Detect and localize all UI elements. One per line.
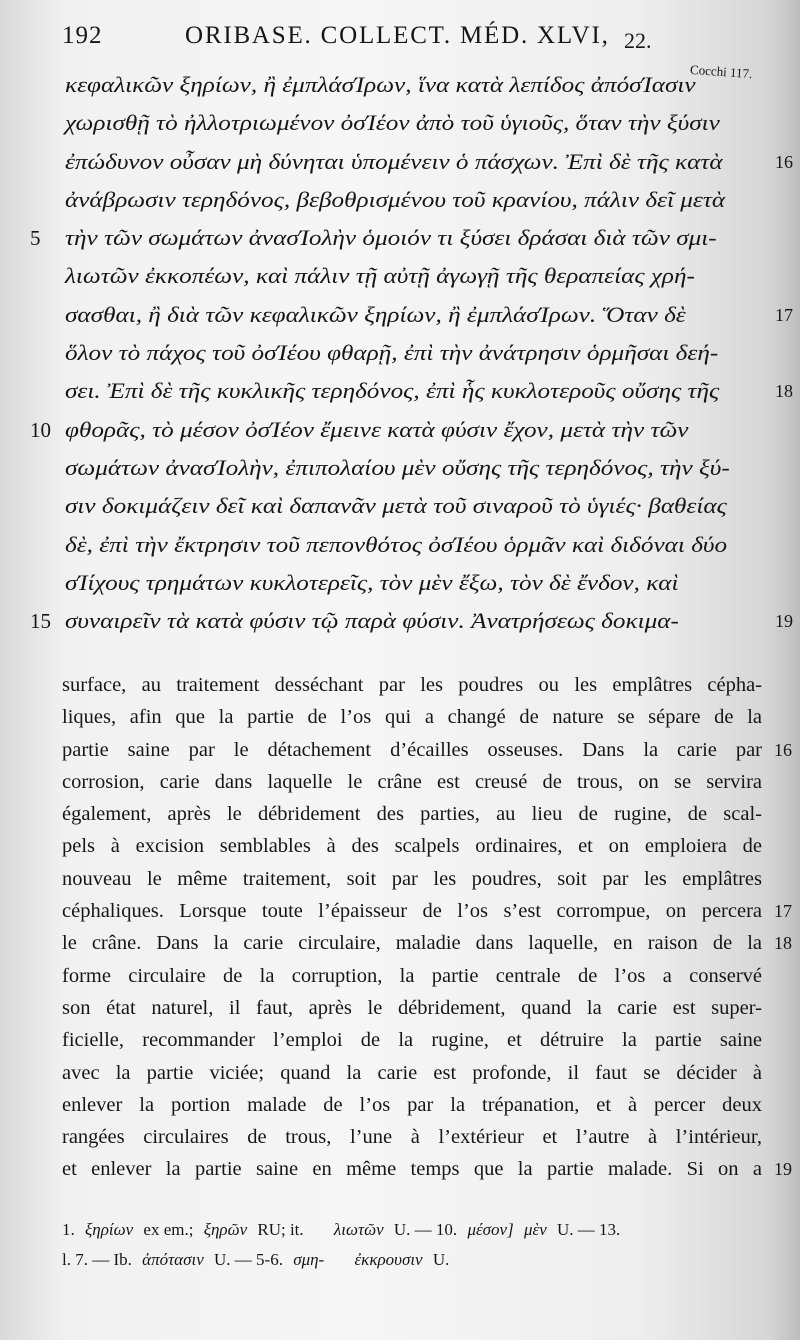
footnote-text: U. — 5-6. — [214, 1250, 283, 1269]
greek-line-text: σωμάτων ἀνασΊολὴν, ἐπιπολαίου μὲν οὔσης τῆς τερηδόνος, τὴν ξύ- — [65, 454, 730, 480]
french-line — [62, 798, 762, 830]
greek-line — [65, 372, 793, 410]
french-line-text: également, après le débridement des parties, au lieu de rugine, de scal- — [62, 803, 762, 826]
french-line-text: et enlever la partie saine en même temps que la partie malade. Si on a — [62, 1158, 762, 1181]
footnote-text: l. 7. — Ib. — [62, 1250, 132, 1269]
greek-line — [65, 104, 760, 142]
french-line — [62, 1024, 762, 1056]
greek-line — [30, 411, 760, 449]
french-line-text: liques, afin que la partie de l’os qui a changé de nature se sépare de la — [62, 706, 762, 729]
french-line — [62, 766, 762, 798]
french-line — [62, 830, 762, 862]
greek-line — [30, 219, 760, 257]
french-translation-block — [62, 669, 792, 1186]
footnote-line — [62, 1245, 762, 1275]
french-line-text: avec la partie viciée; quand la carie est profonde, il faut se décider à — [62, 1061, 762, 1084]
greek-line-text: τὴν τῶν σωμάτων ἀνασΊολὴν ὁμοιόν τι ξύσει δράσαι διὰ τῶν σμι- — [65, 225, 717, 251]
footnotes — [62, 1215, 762, 1275]
page-number: 192 — [62, 22, 103, 49]
french-line — [62, 895, 792, 927]
greek-line-text: ἀνάβρωσιν τερηδόνος, βεβοθρισμένου τοῦ κρανίου, πάλιν δεῖ μετὰ — [65, 186, 726, 212]
line-number: 5 — [30, 226, 41, 251]
french-line-text: nouveau le même traitement, soit par les poudres, soit par les emplâtres — [62, 867, 762, 890]
margin-section-number: 18 — [775, 381, 793, 402]
running-header — [0, 22, 800, 62]
footnote-greek: μὲν — [523, 1220, 547, 1239]
margin-section-number: 16 — [774, 739, 792, 760]
greek-text-block — [30, 66, 793, 640]
chapter-number: 22. — [624, 28, 652, 53]
edition-reference: Cocchi 117. — [689, 61, 753, 82]
footnote-greek: ξηρίων — [85, 1220, 134, 1239]
footnote-text: RU; it. — [257, 1220, 304, 1239]
french-line-text: partie saine par le détachement d’écailles osseuses. Dans la carie par — [62, 738, 762, 761]
greek-line — [30, 602, 793, 640]
footnote-greek: ἐκκρουσιν — [354, 1250, 423, 1269]
greek-line-text: σΊίχους τρημάτων κυκλοτερεῖς, τὸν μὲν ἔξω, τὸν δὲ ἔνδον, καὶ — [65, 569, 679, 595]
margin-section-number: 16 — [775, 151, 793, 172]
french-line-text: céphaliques. Lorsque toute l’épaisseur de l’os s’est corrompue, on percera — [62, 900, 762, 923]
french-line — [62, 960, 762, 992]
margin-section-number: 19 — [775, 611, 793, 632]
line-number: 15 — [30, 609, 51, 634]
french-line-text: surface, au traitement desséchant par les poudres ou les emplâtres cépha- — [62, 674, 762, 696]
running-title: ORIBASE. COLLECT. MÉD. XLVI, — [185, 22, 610, 49]
greek-line — [65, 334, 760, 372]
greek-line-text: σασθαι, ἢ διὰ τῶν κεφαλικῶν ξηρίων, ἢ ἐμπλάσΊρων. Ὅταν δὲ — [65, 301, 686, 327]
greek-line-text: φθορᾶς, τὸ μέσον ὀσΊέον ἔμεινε κατὰ φύσιν ἔχον, μετὰ τὴν τῶν — [65, 416, 689, 442]
greek-line — [65, 143, 793, 181]
french-line — [62, 1121, 762, 1153]
greek-line-text: λιωτῶν ἐκκοπέων, καὶ πάλιν τῇ αὐτῇ ἀγωγῇ τῆς θεραπείας χρή- — [65, 263, 695, 289]
footnote-greek: μέσον] — [467, 1220, 514, 1239]
greek-line — [65, 66, 760, 104]
french-line — [62, 863, 762, 895]
french-line-text: pels à excision semblables à des scalpels ordinaires, et on emploiera de — [62, 835, 762, 858]
footnote-text: U. — 10. — [393, 1220, 458, 1239]
greek-line-text: χωρισθῇ τὸ ἠλλοτριωμένον ὀσΊέον ἀπὸ τοῦ ὑγιοῦς, ὅταν τὴν ξύσιν — [65, 110, 720, 136]
footnote-text: U. — [432, 1250, 450, 1269]
greek-line — [65, 296, 793, 334]
french-line — [62, 1089, 762, 1121]
greek-line-text: σει. Ἐπὶ δὲ τῆς κυκλικῆς τερηδόνος, ἐπὶ ἧς κυκλοτεροῦς οὔσης τῆς — [65, 378, 720, 404]
line-number: 10 — [30, 417, 51, 442]
french-line-text: forme circulaire de la corruption, la partie centrale de l’os a conservé — [62, 964, 762, 987]
greek-line — [65, 564, 760, 602]
footnote-text: ex em.; — [143, 1220, 194, 1239]
footnote-greek: σμη- — [293, 1250, 325, 1269]
footnote-greek: λιωτῶν — [333, 1220, 384, 1239]
french-line-text: corrosion, carie dans laquelle le crâne est creusé de trous, on se servira — [62, 770, 762, 793]
greek-line-text: συναιρεῖν τὰ κατὰ φύσιν τῷ παρὰ φύσιν. Ἀνατρήσεως δοκιμα- — [65, 608, 679, 634]
french-line-text: enlever la portion malade de l’os par la trépanation, et à percer deux — [62, 1093, 762, 1116]
greek-line-text: δὲ, ἐπὶ τὴν ἔκτρησιν τοῦ πεπονθότος ὀσΊέου ὁρμᾶν καὶ διδόναι δύο — [65, 531, 728, 557]
greek-line — [65, 526, 760, 564]
greek-line — [65, 181, 760, 219]
footnote-text: U. — 13. — [557, 1220, 621, 1239]
french-line — [62, 669, 762, 701]
french-line-text: ficielle, recommander l’emploi de la rugine, et détruire la partie saine — [62, 1029, 762, 1052]
footnote-text: 1. — [62, 1220, 75, 1239]
footnote-greek: ἀπότασιν — [142, 1250, 204, 1269]
greek-line-text: σιν δοκιμάζειν δεῖ καὶ δαπανᾶν μετὰ τοῦ σιναροῦ τὸ ὑγιές· βαθείας — [65, 493, 727, 519]
french-line — [62, 1153, 792, 1185]
french-line — [62, 927, 792, 959]
french-line — [62, 1057, 762, 1089]
french-line — [62, 992, 762, 1024]
greek-line — [65, 257, 760, 295]
french-line-text: son état naturel, il faut, après le débridement, quand la carie est super- — [62, 996, 762, 1019]
greek-line — [65, 449, 760, 487]
greek-line-text: κεφαλικῶν ξηρίων, ἢ ἐμπλάσΊρων, ἵνα κατὰ λεπίδος ἀπόσΊασιν — [65, 72, 696, 97]
french-line-text: rangées circulaires de trous, l’une à l’extérieur et l’autre à l’intérieur, — [62, 1126, 762, 1149]
margin-section-number: 17 — [775, 304, 793, 325]
greek-line-text: ὅλον τὸ πάχος τοῦ ὀσΊέου φθαρῇ, ἐπὶ τὴν ἀνάτρησιν ὁρμῆσαι δεή- — [65, 340, 719, 366]
footnote-greek: ξηρῶν — [203, 1220, 248, 1239]
greek-line — [65, 487, 760, 525]
greek-line-text: ἐπώδυνον οὖσαν μὴ δύνηται ὑπομένειν ὁ πάσχων. Ἐπὶ δὲ τῆς κατὰ — [65, 148, 723, 174]
french-line — [62, 701, 762, 733]
margin-section-number: 19 — [774, 1159, 792, 1180]
footnote-line — [62, 1215, 762, 1245]
margin-section-number: 17 — [774, 901, 792, 922]
french-line-text: le crâne. Dans la carie circulaire, maladie dans laquelle, en raison de la — [62, 932, 762, 955]
margin-section-number: 18 — [774, 933, 792, 954]
french-line — [62, 734, 792, 766]
